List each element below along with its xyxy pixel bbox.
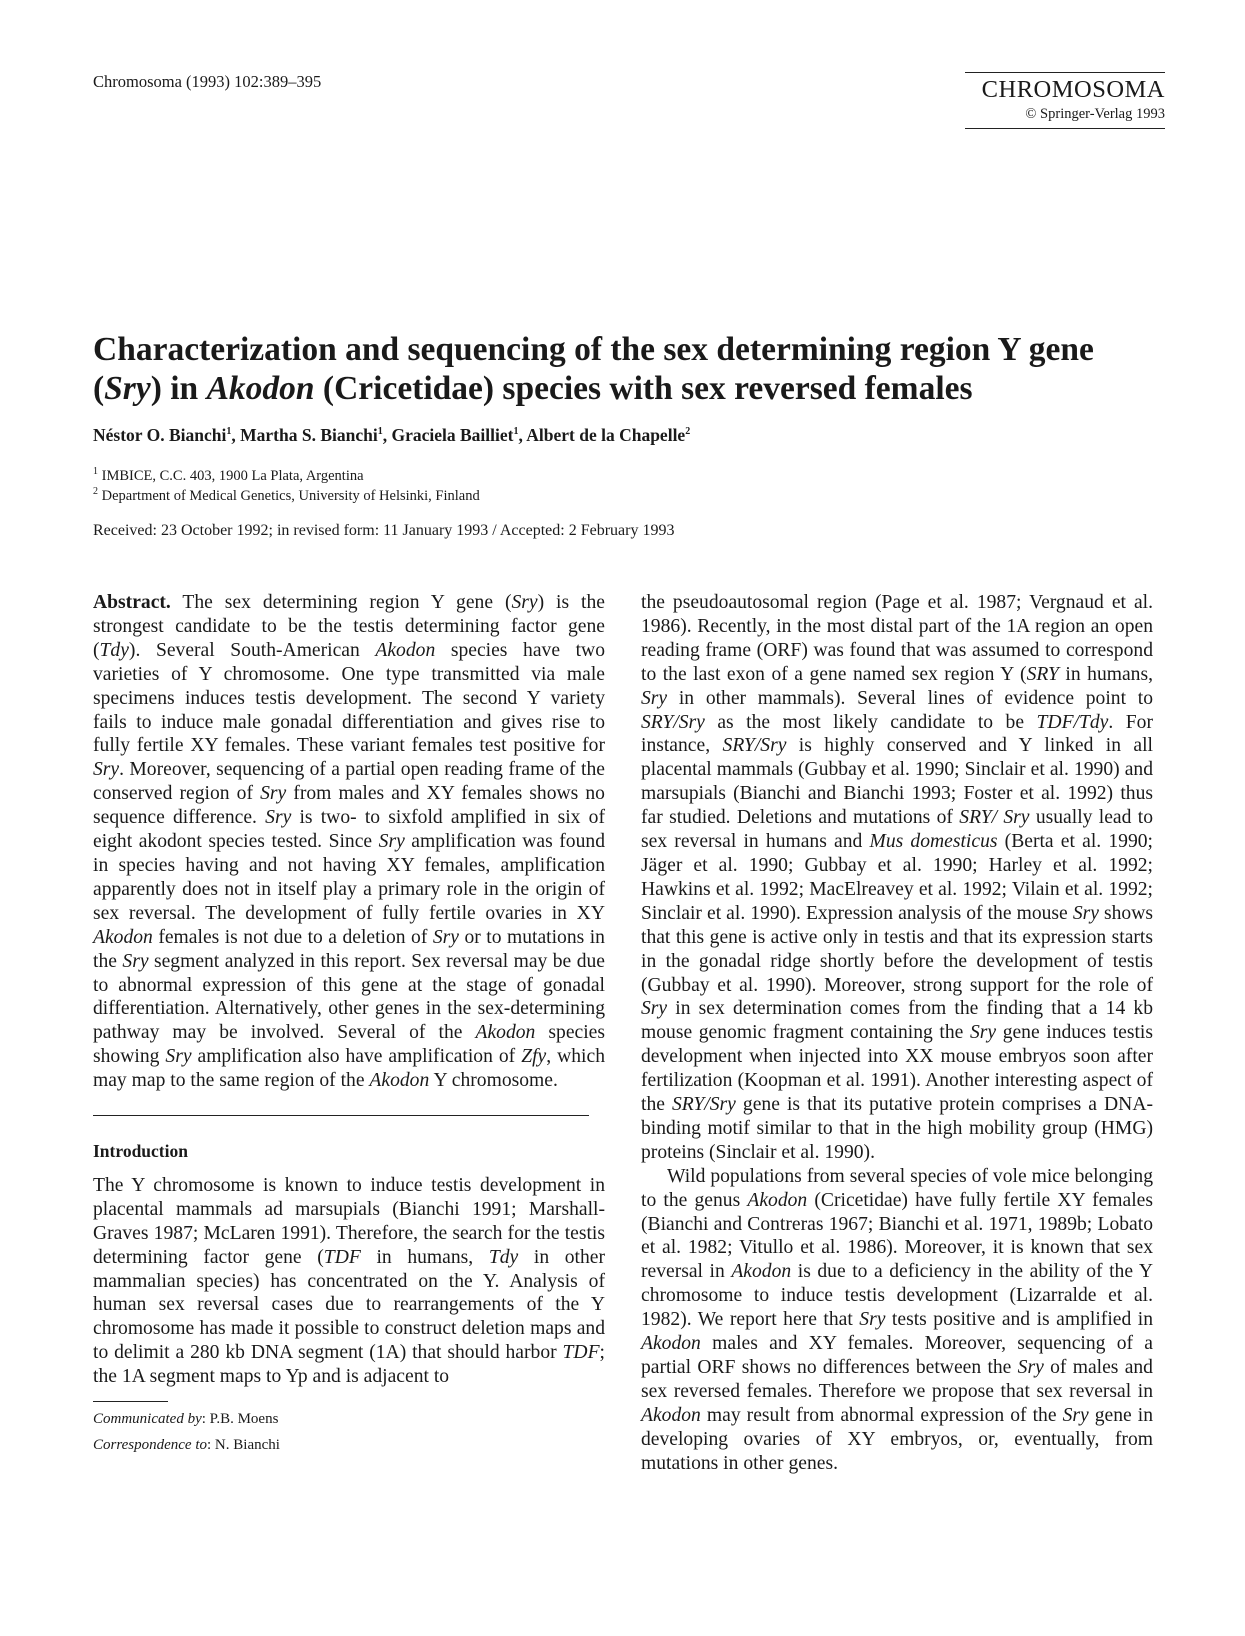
- communicated-value: : P.B. Moens: [201, 1411, 279, 1428]
- abstract-divider: [93, 1115, 589, 1116]
- title-gene: Sry: [104, 370, 151, 407]
- author: [240, 425, 391, 445]
- correspondence-value: : N. Bianchi: [207, 1437, 280, 1454]
- received-dates: Received: 23 October 1992; in revised form: 11 January 1993 / Accepted: 2 February 1993: [93, 522, 675, 539]
- journal-masthead: [965, 72, 1165, 129]
- communicated-by: [93, 1406, 605, 1432]
- author-affil-mark: 1: [226, 426, 232, 438]
- intro-paragraph: the pseudoautosomal region (Page et al. 1987; Vergnaud et al. 1986). Recently, in the most distal part of the 1A region an open reading frame (ORF) was found that was assumed to correspond to the last exon of a gene named sex region Y (SRY in humans, Sry in other mammals). Several lines of evidence point to SRY/Sry as the most likely candidate to be TDF/Tdy. For instance, SRY/Sry is highly conserved and Y linked in all placental mammals (Gubbay et al. 1990; Sinclair et al. 1990) and marsupials (Bianchi and Bianchi 1993; Foster et al. 1992) thus far studied. Deletions and mutations of SRY/ Sry usually lead to sex reversal in humans and Mus domesticus (Berta et al. 1990; Jäger et al. 1990; Gubbay et al. 1990; Harley et al. 1992; Hawkins et al. 1992; MacElreavey et al. 1992; Vilain et al. 1992; Sinclair et al. 1990). Expression analysis of the mouse Sry shows that this gene is active only in testis and that its expression starts in the gonadal ridge shortly before the development of testis (Gubbay et al. 1990). Moreover, strong support for the role of Sry in sex determination comes from the finding that a 14 kb mouse genomic fragment containing the Sry gene induces testis development when injected into XX mouse embryos soon after fertilization (Koopman et al. 1991). Another interesting aspect of the SRY/Sry gene is that its putative protein comprises a DNA-binding motif similar to that in the high mobility group (HMG) proteins (Sinclair et al. 1990).: [641, 592, 1154, 1163]
- author-affil-mark: 1: [377, 426, 383, 438]
- article-title: [93, 330, 1168, 408]
- title-post: (Cricetidae) species with sex reversed females: [314, 370, 973, 407]
- journal-citation: Chromosoma (1993) 102:389–395: [93, 72, 322, 91]
- abstract-text: The sex determining region Y gene (Sry) is the strongest candidate to be the testis determining factor gene (Tdy). Several South-American Akodon species have two varieties of Y chromosome. One type transmitted via male specimens induces testis development. The second Y variety fails to induce male gonadal differentiation and gives rise to fully fertile XY females. These variant females test positive for Sry. Moreover, sequencing of a partial open reading frame of the conserved region of Sry from males and XY females shows no sequence difference. Sry is two- to sixfold amplified in six of eight akodont species tested. Since Sry amplification was found in species having and not having XY females, amplification apparently does not in itself play a primary role in the origin of sex reversal. The development of fully fertile ovaries in XY Akodon females is not due to a deletion of Sry or to mutations in the Sry segment analyzed in this report. Sex reversal may be due to abnormal expression of this gene at the stage of gonadal differentiation. Alternatively, other genes in the sex-determining pathway may be involved. Several of the Akodon species showing Sry amplification also have amplification of Zfy, which may map to the same region of the Akodon Y chromosome.: [93, 592, 605, 1092]
- correspondence-label: Correspondence to: [93, 1437, 208, 1454]
- title-genus: Akodon: [206, 370, 315, 407]
- title-line-1: Characterization and sequencing of the sex determining region Y gene: [93, 331, 1094, 368]
- title-line-2: [93, 369, 1168, 408]
- affiliation-mark: 1: [93, 466, 98, 477]
- right-column: [641, 591, 1153, 1476]
- abstract-label: Abstract.: [93, 592, 171, 613]
- journal-name: CHROMOSOMA: [981, 76, 1165, 103]
- affiliation: [93, 482, 480, 506]
- correspondence-to: [93, 1432, 605, 1458]
- footnote-divider: [93, 1401, 168, 1402]
- intro-paragraph: Wild populations from several species of vole mice belonging to the genus Akodon (Cricetidae) have fully fertile XY females (Bianchi and Contreras 1967; Bianchi et al. 1971, 1989b; Lobato et al. 1982; Vitullo et al. 1986). Moreover, it is known that sex reversal in Akodon is due to a deficiency in the ability of the Y chromosome to induce testis development (Lizarralde et al. 1982). We report here that Sry tests positive and is amplified in Akodon males and XY females. Moreover, sequencing of a partial ORF shows no differences between the Sry of males and sex reversed females. Therefore we propose that sex reversal in Akodon may result from abnormal expression of the Sry gene in developing ovaries of XY embryos, or, eventually, from mutations in other genes.: [641, 1165, 1154, 1474]
- title-mid: ) in: [150, 370, 207, 407]
- author: [391, 425, 526, 445]
- author-sep: ,: [518, 425, 527, 445]
- author-affil-mark: 1: [513, 426, 519, 438]
- intro-paragraph: The Y chromosome is known to induce testis development in placental mammals ad marsupials (Bianchi 1991; Marshall-Graves 1987; McLaren 1991). Therefore, the search for the testis determining factor gene (TDF in humans, Tdy in other mammalian species) has concentrated on the Y. Analysis of human sex reversal cases due to rearrangements of the Y chromosome has made it possible to construct deletion maps and to delimit a 280 kb DNA segment (1A) that should harbor TDF; the 1A segment maps to Yp and is adjacent to: [93, 1174, 606, 1388]
- masthead-bottom-rule: [965, 128, 1165, 129]
- author-affil-mark: 2: [685, 426, 691, 438]
- affiliation-mark: 2: [93, 486, 98, 497]
- author-name: Martha S. Bianchi: [240, 425, 378, 445]
- section-heading: Introduction: [93, 1141, 188, 1162]
- abstract: [93, 591, 605, 1093]
- affiliation-text: IMBICE, C.C. 403, 1900 La Plata, Argentina: [101, 467, 364, 484]
- affiliation-text: Department of Medical Genetics, University of Helsinki, Finland: [101, 487, 480, 504]
- author-name: Graciela Bailliet: [391, 425, 514, 445]
- author-list: [93, 425, 690, 446]
- author-sep: ,: [231, 425, 241, 445]
- author: [93, 425, 240, 445]
- journal-copyright: © Springer-Verlag 1993: [1025, 106, 1165, 122]
- masthead-top-rule: [965, 72, 1165, 73]
- communicated-label: Communicated by: [93, 1411, 202, 1428]
- author-name: Néstor O. Bianchi: [93, 425, 227, 445]
- title-paren: (: [93, 370, 105, 407]
- author-sep: ,: [382, 425, 392, 445]
- left-column: [93, 591, 605, 1458]
- author: [526, 425, 690, 445]
- author-name: Albert de la Chapelle: [526, 425, 686, 445]
